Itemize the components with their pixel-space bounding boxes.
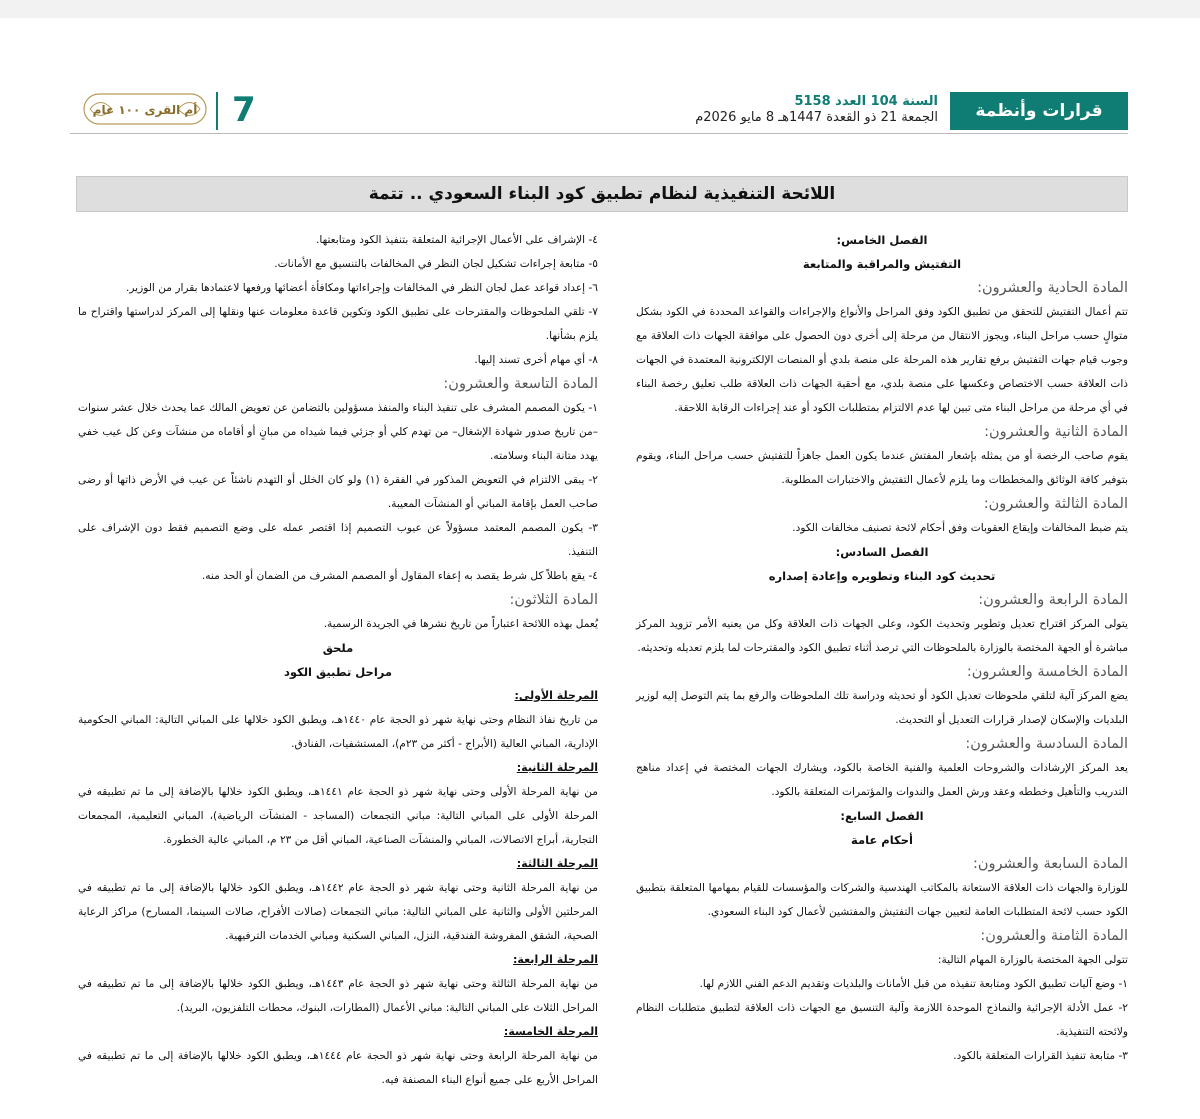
chapter-title: أحكام عامة bbox=[851, 833, 913, 847]
article-text: للوزارة والجهات ذات العلاقة الاستعانة بالمكاتب الهندسية والشركات والمؤسسات للقيام بمهامها المتعلقة بتطبيق الكود حسب لائحة المتطلبات العامة لتعيين جهات التفتيش والمفتشين لأعمال كود البناء السعودي. bbox=[636, 882, 1128, 918]
top-strip bbox=[0, 0, 1200, 18]
phase-text: من تاريخ نفاذ النظام وحتى نهاية شهر ذو الحجة عام ١٤٤٠هـ، ويطبق الكود خلالها على المباني التالية: المباني الحكومية الإدارية، المباني العالية (الأبراج - أكثر من ٢٣م)، المستشفيات، الفنادق. bbox=[78, 714, 599, 750]
annex-label: ملحق bbox=[322, 641, 354, 655]
annex-title: مراحل تطبيق الكود bbox=[283, 665, 393, 679]
header-rule bbox=[70, 133, 1128, 134]
article-heading: المادة الخامسة والعشرون: bbox=[966, 664, 1128, 680]
umm-al-qura-logo bbox=[80, 88, 210, 130]
article-heading: المادة الحادية والعشرون: bbox=[977, 280, 1128, 296]
list-item: ١- وضع آليات تطبيق الكود ومتابعة تنفيذه من قبل الأمانات والبلديات وتقديم الدعم الفني اللازم لها. bbox=[699, 978, 1128, 990]
article-text: يتم ضبط المخالفات وإيقاع العقوبات وفق أحكام لائحة تصنيف مخالفات الكود. bbox=[792, 522, 1128, 534]
svg-text:أم القرى ١٠٠ عام: أم القرى ١٠٠ عام bbox=[92, 103, 198, 117]
chapter-title: تحديث كود البناء وتطويره وإعادة إصداره bbox=[768, 569, 996, 583]
list-item: ٤- الإشراف على الأعمال الإجرائية المتعلقة بتنفيذ الكود ومتابعتها. bbox=[315, 234, 598, 246]
article-text: يعد المركز الإرشادات والشروحات العلمية والفنية الخاصة بالكود، ويشارك الجهات المختصة في إعداد مناهج التدريب والتأهيل وخططه وعقد ورش العمل والندوات والمؤتمرات المتعلقة بالكود. bbox=[636, 762, 1128, 798]
issue-info bbox=[695, 94, 938, 126]
phase-text: من نهاية المرحلة الرابعة وحتى نهاية شهر ذو الحجة عام ١٤٤٤هـ، ويطبق الكود خلالها بالإضافة إلى ما تم تطبيقه في المراحل الأربع على جميع أنواع البناء المصنفة فيه. bbox=[78, 1050, 598, 1086]
chapter-label: الفصل الخامس: bbox=[836, 233, 928, 247]
list-item: ٢- يبقى الالتزام في التعويض المذكور في الفقرة (١) ولو كان الخلل أو التهدم ناشئاً عن عيب في الأرض ذاتها أو رضى صاحب العمل بإقامة المباني أو المنشآت المعيبة. bbox=[78, 474, 598, 510]
list-item: ٣- يكون المصمم المعتمد مسؤولاً عن عيوب التصميم إذا اقتصر عمله على وضع التصميم فقط دون الإشراف على التنفيذ. bbox=[78, 522, 598, 558]
article-heading: المادة السابعة والعشرون: bbox=[972, 856, 1128, 872]
article-text: يضع المركز آلية لتلقي ملحوظات تعديل الكود أو تحديثه ودراسة تلك الملحوظات والرفع بما يتم التوصل إليه لوزير البلديات والإسكان لإصدار قرارات التعديل أو التحديث. bbox=[636, 690, 1128, 726]
chapter-title: التفتيش والمراقبة والمتابعة bbox=[802, 257, 962, 271]
article-text: يتولى المركز اقتراح تعديل وتطوير وتحديث الكود، وعلى الجهات ذات العلاقة وكل من يعنيه الأمر تزويد المركز مباشرة أو الجهة المختصة بالوزارة بالملحوظات التي ترصد أثناء تطبيق الكود والمقترحات لما يلزم تعديله وتحديثه. bbox=[636, 618, 1128, 654]
phase-text: من نهاية المرحلة الأولى وحتى نهاية شهر ذو الحجة عام ١٤٤١هـ، ويطبق الكود خلالها بالإضافة إلى ما تم تطبيقه في المرحلة الأولى على المباني التالية: مباني التجمعات (المساجد - المنشآت الرياضية)، المباني التعليمية، المجمعات التجارية، أبراج الاتصالات، المباني والمنشآت الصناعية، المباني أقل من ٢٣ م، المباني عالية الخطورة. bbox=[78, 786, 598, 846]
phase-heading: المرحلة الثانية: bbox=[516, 761, 598, 774]
header-divider bbox=[216, 92, 218, 130]
issue-line: السنة 104 العدد 5158 bbox=[794, 94, 938, 109]
page-number: 7 bbox=[232, 90, 256, 130]
article-heading: المادة الثلاثون: bbox=[509, 592, 598, 608]
date-line: الجمعة 21 ذو القعدة 1447هـ 8 مايو 2026م bbox=[695, 110, 938, 125]
page-title: اللائحة التنفيذية لنظام تطبيق كود البناء السعودي .. تتمة bbox=[76, 176, 1128, 212]
phase-heading: المرحلة الأولى: bbox=[514, 689, 598, 702]
list-item: ٤- يقع باطلاً كل شرط يقصد به إعفاء المقاول أو المصمم المشرف من الضمان أو الحد منه. bbox=[201, 570, 598, 582]
article-heading: المادة الثانية والعشرون: bbox=[984, 424, 1128, 440]
phase-heading: المرحلة الثالثة: bbox=[516, 857, 598, 870]
list-item: ٢- عمل الأدلة الإجرائية والنماذج الموحدة اللازمة وآلية التنسيق مع الجهات ذات العلاقة لتطبيق متطلبات النظام ولائحته التنفيذية. bbox=[636, 1002, 1128, 1038]
article-text: يُعمل بهذه اللائحة اعتباراً من تاريخ نشرها في الجريدة الرسمية. bbox=[323, 618, 598, 630]
list-item: ٦- إعداد قواعد عمل لجان النظر في المخالفات وإجراءاتها ومكافأة أعضائها ورفعها لاعتمادها بقرار من الوزير. bbox=[125, 282, 598, 294]
article-text: يقوم صاحب الرخصة أو من يمثله بإشعار المفتش عندما يكون العمل جاهزاً للتفتيش حسب مراحل البناء، ويقوم بتوفير كافة الوثائق والمخططات وما يلزم لأعمال التفتيش والاختبارات المطلوبة. bbox=[636, 450, 1128, 486]
list-item: ٥- متابعة إجراءات تشكيل لجان النظر في المخالفات بالتنسيق مع الأمانات. bbox=[274, 258, 598, 270]
article-heading: المادة الثامنة والعشرون: bbox=[980, 928, 1128, 944]
list-item: ٧- تلقي الملحوظات والمقترحات على تطبيق الكود وتكوين قاعدة معلومات عنها ونقلها إلى المركز لدراستها واقتراح ما يلزم بشأنها. bbox=[78, 306, 598, 342]
article-heading: المادة الثالثة والعشرون: bbox=[983, 496, 1128, 512]
list-item: ٣- متابعة تنفيذ القرارات المتعلقة بالكود. bbox=[953, 1050, 1128, 1062]
phase-text: من نهاية المرحلة الثالثة وحتى نهاية شهر ذو الحجة عام ١٤٤٣هـ، ويطبق الكود خلالها بالإضافة إلى ما تم تطبيقه في المراحل الثلاث على المباني التالية: مباني الأعمال (المطارات، البنوك، محطات التلفزيون، البريد). bbox=[78, 978, 598, 1014]
page-header bbox=[70, 88, 1128, 130]
article-heading: المادة الرابعة والعشرون: bbox=[978, 592, 1128, 608]
article-text: تتولى الجهة المختصة بالوزارة المهام التالية: bbox=[937, 954, 1128, 966]
list-item: ١- يكون المصمم المشرف على تنفيذ البناء والمنفذ مسؤولين بالتضامن عن تعويض المالك عما يحدث خلال عشر سنوات –من تاريخ صدور شهادة الإشغال– من تهدم كلي أو جزئي فيما شيداه من مبانٍ أو أقاماه من منشآت وعن كل عيب خفي يهدد متانة البناء وسلامته. bbox=[78, 402, 598, 462]
phase-heading: المرحلة الرابعة: bbox=[513, 953, 598, 966]
list-item: ٨- أي مهام أخرى تسند إليها. bbox=[474, 354, 598, 366]
phase-text: من نهاية المرحلة الثانية وحتى نهاية شهر ذو الحجة عام ١٤٤٢هـ، ويطبق الكود خلالها بالإضافة إلى ما تم تطبيقه في المرحلتين الأولى والثانية على المباني التالية: مباني التجمعات (صالات الأفراح، صالات السينما، المسارح) مراكز الرعاية الصحية، الشقق المفروشة الفندقية، النزل، المباني السكنية ومباني الخدمات الترفيهية. bbox=[78, 882, 598, 942]
left-column bbox=[78, 228, 598, 1092]
chapter-label: الفصل السابع: bbox=[840, 809, 924, 823]
chapter-label: الفصل السادس: bbox=[835, 545, 929, 559]
article-text: تتم أعمال التفتيش للتحقق من تطبيق الكود وفق المراحل والأنواع والإجراءات والقواعد المحددة في الكود بشكل متوالٍ حسب مراحل البناء، ويجوز الانتقال من مرحلة إلى أخرى دون الحصول على موافقة الجهات ذات العلاقة مع وجوب قيام جهات التفتيش برفع تقارير هذه المرحلة على منصة بلدي أو المنصات الإلكترونية المعتمدة في الجهات ذات العلاقة حسب الاختصاص وعكسها على منصة بلدي، مع أحقية الجهات ذات العلاقة طلب تعليق رخصة البناء في أي مرحلة من مراحل البناء متى تبين لها عدم الالتزام بمتطلبات الكود أو عند إجراءات الرقابة اللاحقة. bbox=[636, 306, 1128, 414]
section-tab: قرارات وأنظمة bbox=[950, 92, 1128, 130]
article-heading: المادة التاسعة والعشرون: bbox=[443, 376, 598, 392]
right-column bbox=[636, 228, 1128, 1068]
phase-heading: المرحلة الخامسة: bbox=[503, 1025, 598, 1038]
article-heading: المادة السادسة والعشرون: bbox=[965, 736, 1128, 752]
